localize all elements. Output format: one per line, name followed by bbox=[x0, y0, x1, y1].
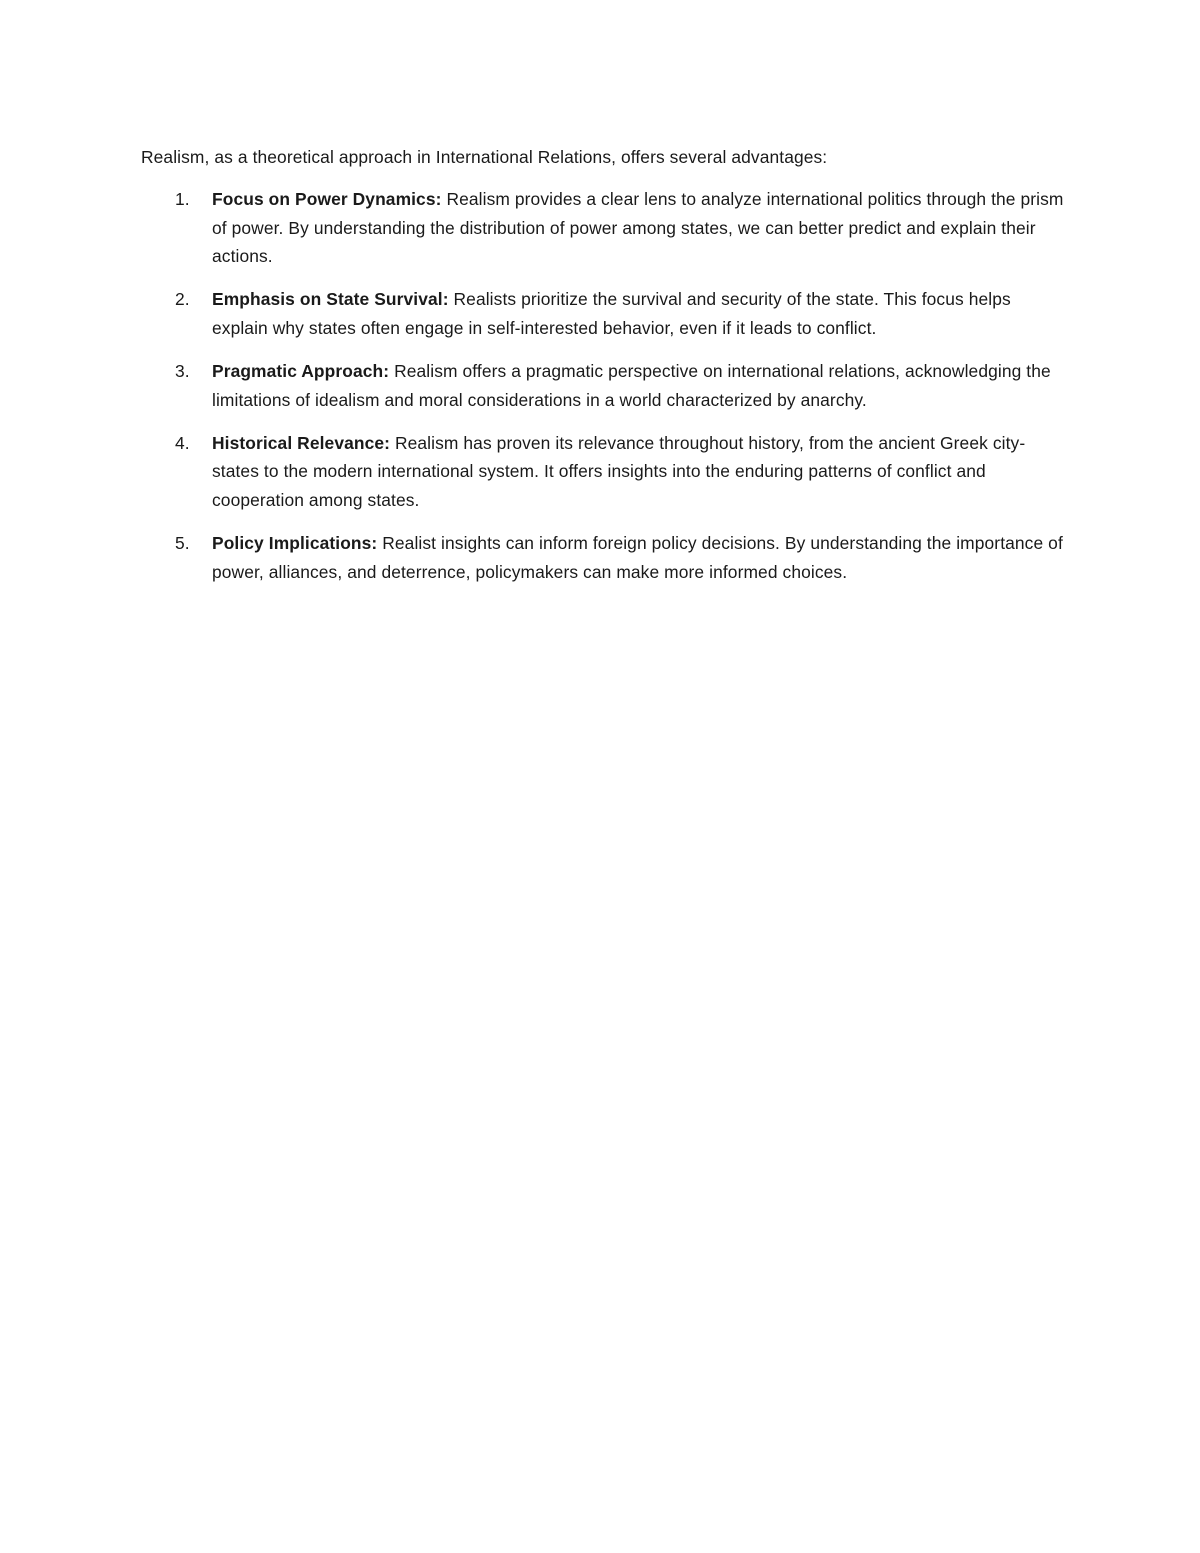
list-item bbox=[141, 529, 1071, 586]
intro-paragraph: Realism, as a theoretical approach in International Relations, offers several advantages: bbox=[141, 147, 828, 167]
list-number: 2. bbox=[175, 289, 190, 310]
list-number: 4. bbox=[175, 432, 190, 453]
list-number: 1. bbox=[175, 189, 190, 209]
list-number: 5. bbox=[175, 532, 190, 553]
list-item bbox=[141, 429, 1071, 515]
list-item bbox=[141, 285, 1071, 342]
item-heading: Historical Relevance: bbox=[212, 432, 395, 453]
item-heading: Emphasis on State Survival: bbox=[212, 289, 454, 310]
item-text: Realism has proven its relevance throughout history, from the ancient Greek city-states to the modern international system. It offers insights into the enduring patterns of conflict and cooperation among states. bbox=[212, 432, 1026, 510]
item-heading: Policy Implications: bbox=[212, 532, 383, 553]
item-heading: Pragmatic Approach: bbox=[212, 360, 395, 381]
list-number: 3. bbox=[175, 360, 190, 381]
item-heading: Focus on Power Dynamics: bbox=[212, 189, 447, 209]
document-body bbox=[141, 143, 1071, 601]
advantages-list bbox=[141, 185, 1071, 586]
item-text: Realists prioritize the survival and security of the state. This focus helps explain why states often engage in self-interested behavior, even if it leads to conflict. bbox=[212, 289, 1011, 338]
list-item bbox=[141, 185, 1071, 271]
item-text: Realist insights can inform foreign policy decisions. By understanding the importance of power, alliances, and deterrence, policymakers can make more informed choices. bbox=[212, 532, 1063, 582]
item-text: Realism provides a clear lens to analyze international politics through the prism of power. By understanding the distribution of power among states, we can better predict and explain their actions. bbox=[212, 189, 1064, 267]
item-text: Realism offers a pragmatic perspective on international relations, acknowledging the limitations of idealism and moral considerations in a world characterized by anarchy. bbox=[212, 360, 1051, 410]
list-item bbox=[141, 357, 1071, 414]
